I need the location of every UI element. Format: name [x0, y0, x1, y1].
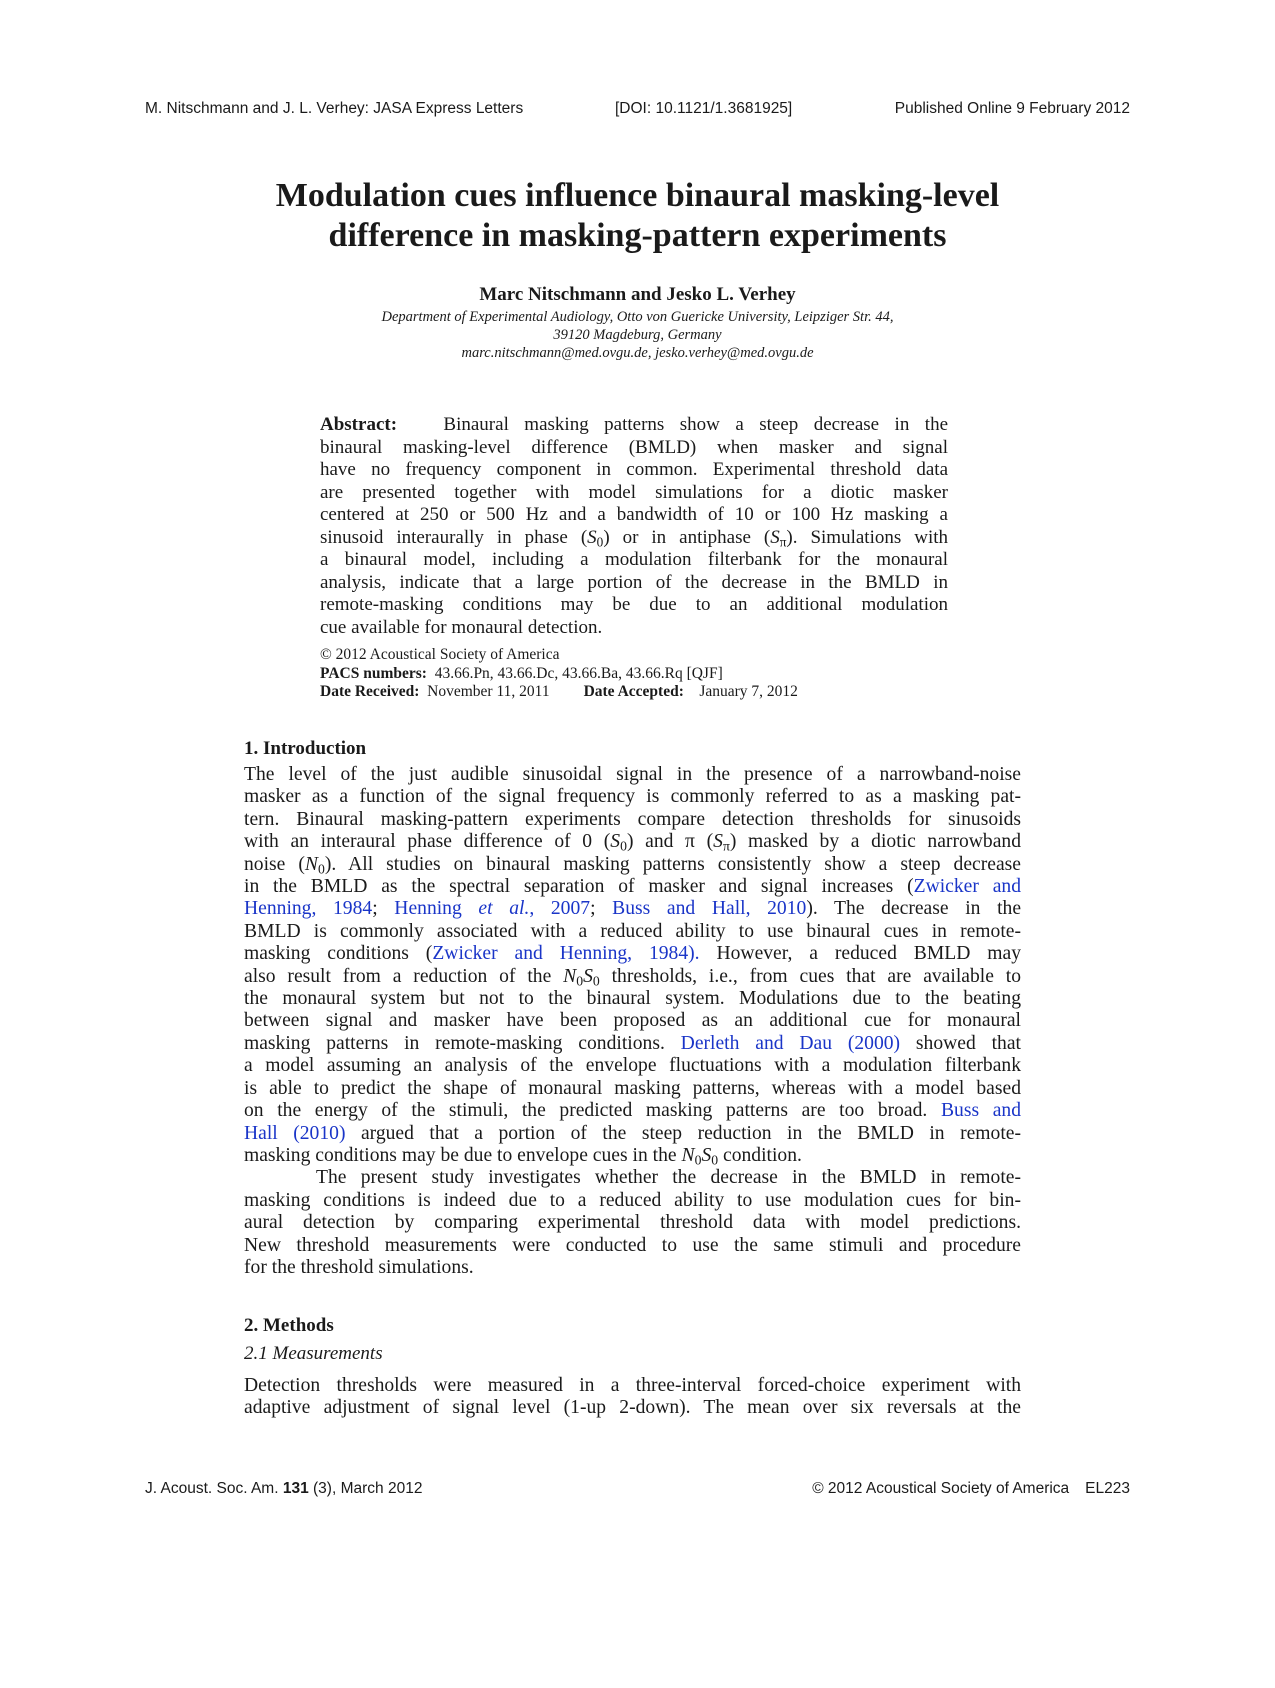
body-line: for the threshold simulations. [244, 1256, 474, 1278]
subscript: π [779, 533, 787, 549]
citation-link[interactable]: Buss and [940, 1100, 1021, 1122]
body-line [244, 1033, 1021, 1055]
symbol-s: S [701, 1144, 712, 1166]
symbol-n: N [681, 1144, 695, 1166]
body-text: ; [372, 898, 395, 920]
body-line: between signal and masker have been proposed as an additional cue for monaural [244, 1010, 1021, 1032]
footer-issue: (3), March 2012 [308, 1480, 423, 1497]
abstract-line: have no frequency component in common. Experimental threshold data [320, 459, 948, 480]
article-metadata [320, 646, 948, 702]
accepted-value: January 7, 2012 [699, 683, 798, 700]
dates-line [320, 683, 948, 702]
subscript: 0 [596, 533, 604, 549]
abstract-line: analysis, indicate that a large portion of the decrease in the BMLD in [320, 571, 948, 593]
body-line [244, 876, 1021, 898]
citation-link[interactable]: Hall (2010) [244, 1122, 346, 1144]
abstract [320, 414, 948, 639]
body-line: masking conditions is indeed due to a reduced ability to use modulation cues for bin- [244, 1189, 1021, 1211]
symbol-n: N [563, 965, 577, 987]
footer-journal-name: J. Acoust. Soc. Am. [145, 1480, 283, 1497]
body-line [244, 1100, 1021, 1122]
subscript: 0 [592, 973, 600, 989]
body-line: New threshold measurements were conducted to use the same stimuli and procedure [244, 1234, 1021, 1256]
citation-link[interactable]: Buss and Hall, 2010 [612, 898, 807, 920]
section-heading-introduction: 1. Introduction [244, 738, 367, 759]
page-footer [145, 1480, 1130, 1504]
symbol-s: S [770, 526, 780, 548]
accepted-label: Date Accepted: [583, 683, 684, 700]
body-text: ; [590, 898, 613, 920]
body-line [244, 943, 1021, 965]
abstract-line: a binaural model, including a modulation filterbank for the monaural [320, 549, 948, 570]
abstract-line: centered at 250 or 500 Hz and a bandwidth of 10 or 100 Hz masking a [320, 504, 948, 525]
body-text: thresholds, i.e., from cues that are available to [599, 965, 1021, 987]
abstract-text: Binaural masking patterns show a steep decrease in the [443, 414, 949, 435]
body-line: Detection thresholds were measured in a three-interval forced-choice experiment with [244, 1375, 1021, 1396]
body-line: the monaural system but not to the binaural system. Modulations due to the beating [244, 988, 1021, 1010]
body-text: condition. [718, 1144, 802, 1166]
body-line: aural detection by comparing experimental threshold data with model predictions. [244, 1212, 1021, 1234]
running-head-doi: [DOI: 10.1121/1.3681925] [615, 100, 793, 117]
body-line [244, 898, 1021, 920]
author-names: Marc Nitschmann and Jesko L. Verhey [479, 284, 796, 305]
abstract-line: cue available for monaural detection. [320, 616, 603, 638]
subscript: 0 [694, 1152, 702, 1168]
abstract-line: remote-masking conditions may be due to an additional modulation [320, 594, 948, 615]
abstract-line [320, 527, 948, 550]
citation-link[interactable]: Derleth and Dau (2000) [680, 1032, 901, 1054]
body-text: argued that a portion of the steep reduction in the BMLD in remote- [345, 1122, 1021, 1144]
citation-link[interactable] [394, 898, 590, 919]
citation-text: , 2007 [529, 898, 591, 920]
abstract-label: Abstract: [320, 414, 398, 435]
body-text: with an interaural phase difference of 0 ( [244, 831, 611, 853]
subscript: π [722, 838, 730, 854]
paper-title [145, 176, 1130, 256]
footer-journal [145, 1480, 422, 1498]
abstract-line: binaural masking-level difference (BMLD) when masker and signal [320, 436, 948, 458]
citation-text: et al. [478, 898, 530, 920]
running-head-published-date: Published Online 9 February 2012 [894, 100, 1130, 117]
citation-link[interactable]: Zwicker and Henning, 1984). [432, 943, 700, 965]
body-line [244, 1145, 1021, 1167]
subscript: 0 [576, 973, 584, 989]
footer-copyright: © 2012 Acoustical Society of America [812, 1480, 1070, 1497]
body-line [244, 1123, 1021, 1145]
symbol-s: S [713, 831, 723, 853]
body-line: tern. Binaural masking-pattern experiments compare detection thresholds for sinusoids [244, 808, 1021, 830]
abstract-text: ). Simulations with [786, 526, 949, 548]
subsection-heading-measurements: 2.1 Measurements [244, 1343, 383, 1364]
body-text: noise ( [244, 853, 305, 875]
body-text: masking conditions may be due to envelope cues in the [244, 1144, 682, 1166]
body-line: is able to predict the shape of monaural masking patterns, whereas with a model based [244, 1077, 1021, 1099]
running-head-authors: M. Nitschmann and J. L. Verhey: JASA Express Letters [145, 100, 524, 117]
introduction-body [244, 764, 1021, 1279]
symbol-s: S [587, 526, 597, 548]
footer-copyright-block [812, 1480, 1130, 1498]
symbol-s: S [583, 965, 593, 987]
footer-page-number: EL223 [1085, 1480, 1130, 1497]
section-heading-methods: 2. Methods [244, 1315, 334, 1336]
body-text: ) and π ( [626, 831, 714, 853]
body-line: adaptive adjustment of signal level (1-up 2-down). The mean over six reversals at the [244, 1397, 1021, 1419]
citation-link[interactable]: Zwicker and [913, 876, 1022, 898]
affiliation-city: 39120 Magdeburg, Germany [553, 327, 722, 343]
title-line: Modulation cues influence binaural masking-level [275, 177, 1000, 214]
citation-link[interactable]: Henning, 1984 [244, 898, 373, 920]
affiliation-department: Department of Experimental Audiology, Otto von Guericke University, Leipziger Str. 44, [381, 309, 894, 325]
body-text: showed that [900, 1032, 1021, 1054]
body-text: masking patterns in remote-masking conditions. [244, 1032, 681, 1054]
body-text: also result from a reduction of the [244, 965, 564, 987]
body-text: However, a reduced BMLD may [699, 943, 1021, 965]
title-line: difference in masking-pattern experiments [328, 217, 947, 254]
pacs-label: PACS numbers: [320, 664, 427, 682]
abstract-line [320, 414, 948, 437]
affiliation [145, 308, 1130, 362]
abstract-text: ) or in antiphase ( [603, 526, 771, 548]
body-line: a model assuming an analysis of the envelope fluctuations with a modulation filterbank [244, 1055, 1021, 1077]
body-line: masker as a function of the signal frequency is commonly referred to as a masking pat- [244, 786, 1021, 808]
body-text: in the BMLD as the spectral separation of masker and signal increases ( [244, 876, 914, 898]
body-line: BMLD is commonly associated with a reduced ability to use binaural cues in remote- [244, 920, 1021, 942]
methods-body [244, 1375, 1021, 1420]
body-text: on the energy of the stimuli, the predicted masking patterns are too broad. [244, 1100, 941, 1122]
subscript: 0 [620, 838, 627, 854]
subscript: 0 [317, 861, 325, 877]
symbol-s: S [610, 831, 621, 853]
body-line [244, 966, 1021, 988]
pacs-line [320, 665, 948, 684]
copyright-line: © 2012 Acoustical Society of America [320, 646, 560, 663]
subscript: 0 [711, 1152, 719, 1168]
author-emails[interactable]: marc.nitschmann@med.ovgu.de, jesko.verhey@med.ovgu.de [461, 345, 814, 361]
abstract-text: sinusoid interaurally in phase ( [320, 526, 588, 548]
body-line [244, 831, 1021, 853]
body-text: ). The decrease in the [806, 898, 1022, 920]
pacs-value: 43.66.Pn, 43.66.Dc, 43.66.Ba, 43.66.Rq [QJF] [434, 664, 723, 682]
body-text: ). All studies on binaural masking patterns consistently show a steep decrease [324, 853, 1021, 875]
abstract-line: are presented together with model simulations for a diotic masker [320, 481, 948, 503]
body-text: masking conditions ( [244, 943, 433, 965]
symbol-n: N [304, 853, 318, 875]
footer-volume: 131 [282, 1480, 309, 1497]
running-head [145, 100, 1130, 124]
body-line [244, 854, 1021, 876]
received-value: November 11, 2011 [427, 683, 550, 700]
received-label: Date Received: [320, 683, 420, 700]
body-text: ) masked by a diotic narrowband [729, 831, 1022, 853]
body-line: The level of the just audible sinusoidal signal in the presence of a narrowband-noise [244, 764, 1021, 785]
citation-text: Henning [394, 898, 479, 920]
body-line: The present study investigates whether the decrease in the BMLD in remote- [316, 1167, 1021, 1189]
